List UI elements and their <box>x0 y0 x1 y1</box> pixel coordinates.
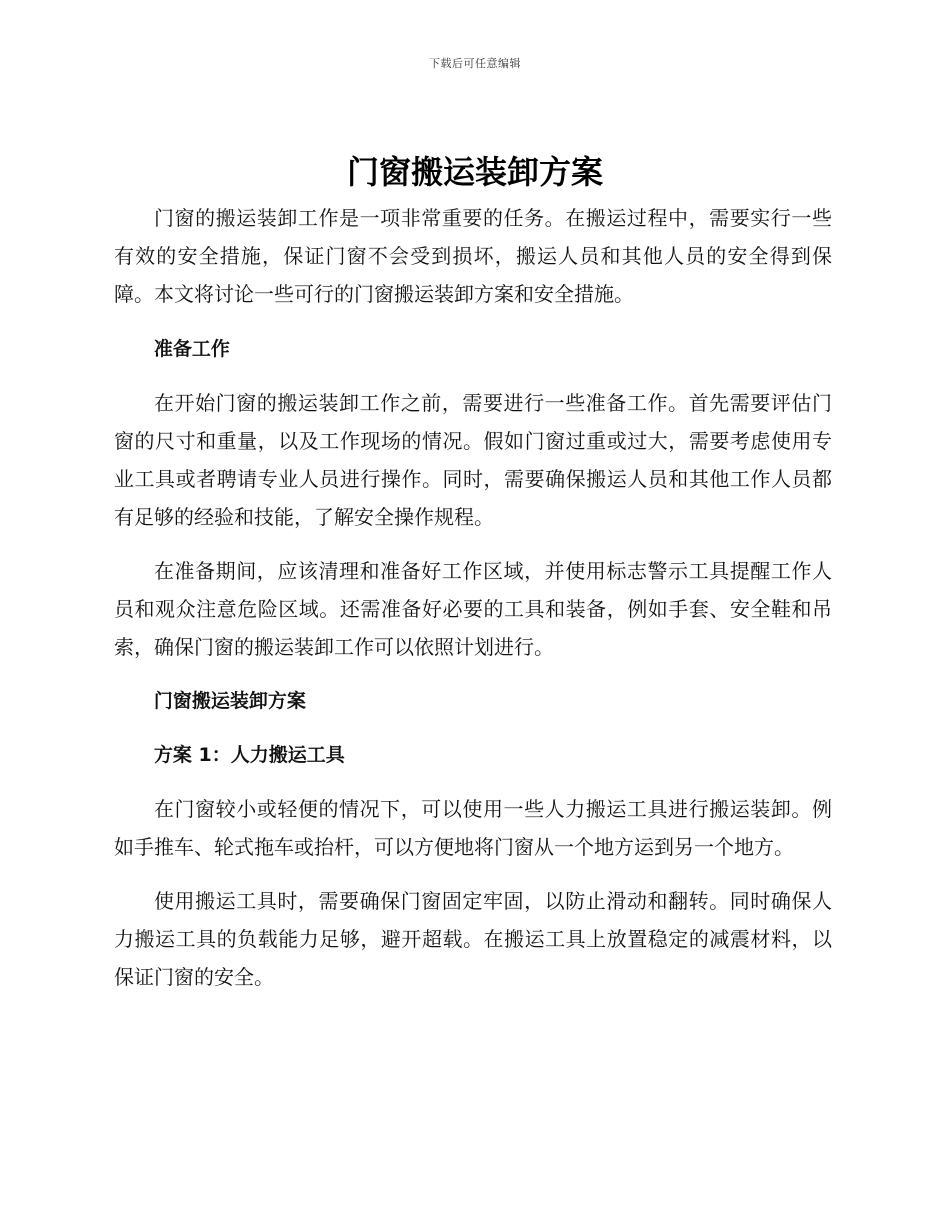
document-title: 门窗搬运装卸方案 <box>346 153 603 191</box>
section-heading-preparation: 准备工作 <box>153 338 230 360</box>
header-note: 下载后可任意编辑 <box>429 57 521 70</box>
paragraph-preparation-2: 在准备期间，应该清理和准备好工作区域，并使用标志警示工具提醒工作人员和观众注意危险区域。还需准备好必要的工具和装备，例如手套、安全鞋和吊索，确保门窗的搬运装卸工作可以依照计划进行。 <box>114 559 832 659</box>
document-body <box>114 199 832 1012</box>
paragraph-plan-1-a: 在门窗较小或轻便的情况下，可以使用一些人力搬运工具进行搬运装卸。例如手推车、轮式拖车或抬杆，可以方便地将门窗从一个地方运到另一个地方。 <box>114 797 832 859</box>
paragraph-intro: 门窗的搬运装卸工作是一项非常重要的任务。在搬运过程中，需要实行一些有效的安全措施，保证门窗不会受到损坏，搬运人员和其他人员的安全得到保障。本文将讨论一些可行的门窗搬运装卸方案和安全措施。 <box>114 206 832 306</box>
paragraph-plan-1-b: 使用搬运工具时，需要确保门窗固定牢固，以防止滑动和翻转。同时确保人力搬运工具的负载能力足够，避开超载。在搬运工具上放置稳定的减震材料，以保证门窗的安全。 <box>114 889 832 989</box>
section-heading-plan: 门窗搬运装卸方案 <box>153 690 306 712</box>
subsection-heading-plan-1: 方案 1：人力搬运工具 <box>153 744 345 766</box>
paragraph-preparation-1: 在开始门窗的搬运装卸工作之前，需要进行一些准备工作。首先需要评估门窗的尺寸和重量，以及工作现场的情况。假如门窗过重或过大，需要考虑使用专业工具或者聘请专业人员进行操作。同时，需要确保搬运人员和其他工作人员都有足够的经验和技能，了解安全操作规程。 <box>114 391 832 529</box>
